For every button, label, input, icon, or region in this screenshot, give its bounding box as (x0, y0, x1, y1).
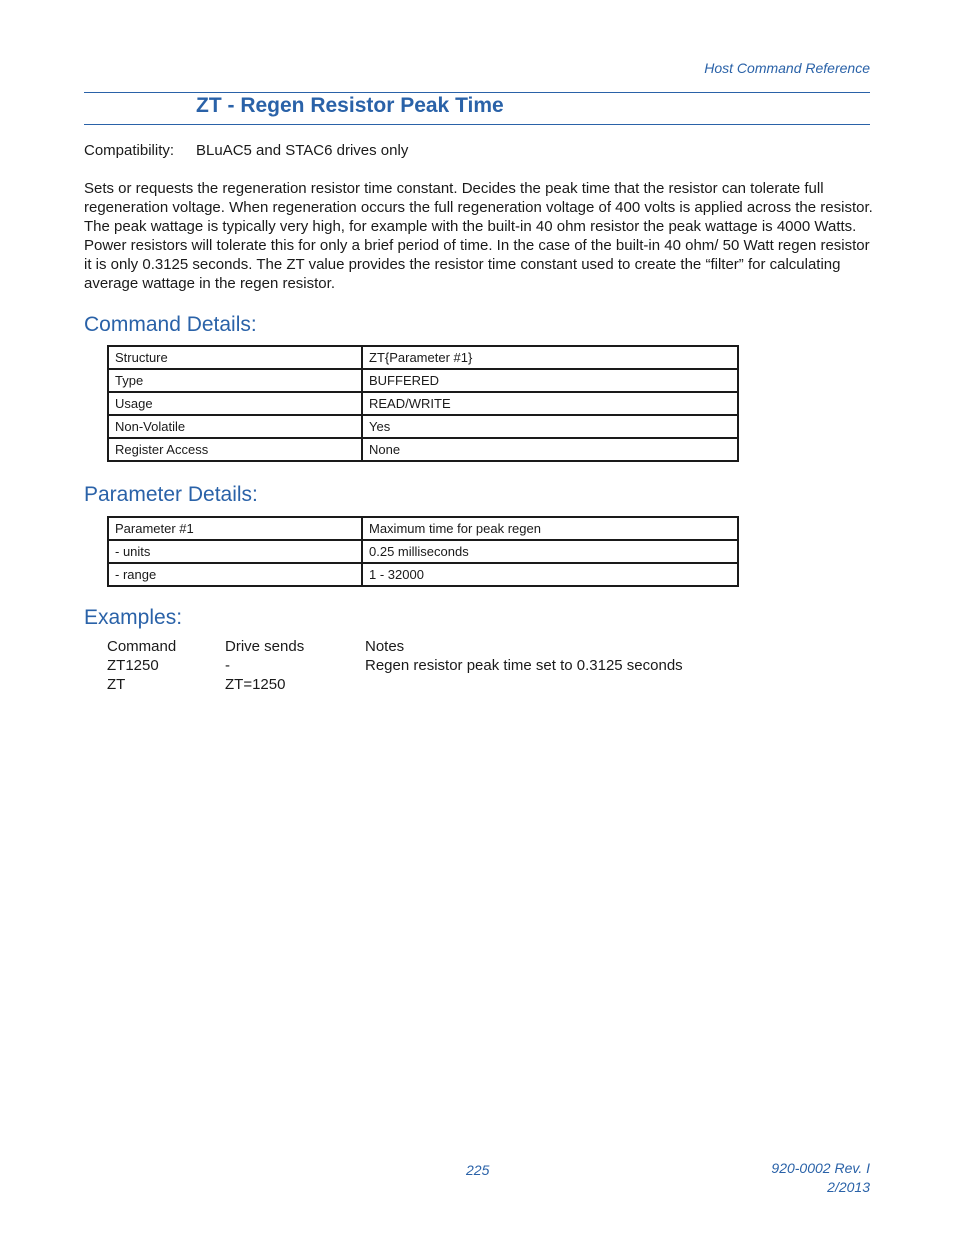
example-command: ZT (107, 676, 126, 693)
table-cell-key: Parameter #1 (108, 517, 362, 540)
parameter-details-heading: Parameter Details: (84, 483, 258, 506)
example-drive: - (225, 657, 230, 674)
table-cell-key: - range (108, 563, 362, 586)
page-title: ZT - Regen Resistor Peak Time (196, 94, 504, 117)
list-item (107, 675, 683, 694)
examples-list (107, 637, 683, 694)
compatibility-value: BLuAC5 and STAC6 drives only (196, 142, 409, 159)
table-cell-key: Structure (108, 346, 362, 369)
revision-date: 2/2013 (827, 1179, 870, 1195)
table-cell-key: Register Access (108, 438, 362, 461)
table-row (108, 540, 738, 563)
table-row (108, 369, 738, 392)
table-cell-value: Yes (362, 415, 738, 438)
description-text: Sets or requests the regeneration resistor time constant. Decides the peak time that the resistor can tolerate full regeneration voltage. When regeneration occurs the full regeneration voltage of 400 volts is applied across the resistor. The peak wattage is typically very high, for example with the built-in 40 ohm resistor the peak wattage is 4000 Watts. Power resistors will tolerate this for only a brief period of time. In the case of the built-in 40 ohm/ 50 Watt regen resistor it is only 0.3125 seconds. The ZT value provides the resistor time constant used to create the “filter” for calculating average wattage in the regen resistor. (84, 180, 873, 292)
table-cell-value: ZT{Parameter #1} (362, 346, 738, 369)
table-cell-key: Non-Volatile (108, 415, 362, 438)
examples-col-notes: Notes (365, 638, 405, 655)
page-number: 225 (466, 1162, 490, 1178)
table-row (108, 392, 738, 415)
table-cell-key: Type (108, 369, 362, 392)
table-cell-value: Maximum time for peak regen (362, 517, 738, 540)
example-drive: ZT=1250 (225, 676, 286, 693)
description (84, 179, 874, 293)
table-cell-value: BUFFERED (362, 369, 738, 392)
list-item (107, 656, 683, 675)
command-details-heading: Command Details: (84, 313, 257, 336)
table-cell-value: None (362, 438, 738, 461)
table-row (108, 438, 738, 461)
compatibility-line (84, 142, 408, 159)
table-row (108, 563, 738, 586)
table-cell-value: READ/WRITE (362, 392, 738, 415)
table-row (108, 517, 738, 540)
document-revision (771, 1159, 870, 1197)
examples-col-drive: Drive sends (225, 638, 305, 655)
examples-col-command: Command (107, 638, 177, 655)
table-row (108, 346, 738, 369)
table-cell-value: 1 - 32000 (362, 563, 738, 586)
table-cell-value: 0.25 milliseconds (362, 540, 738, 563)
parameter-details-table (107, 516, 739, 587)
running-header: Host Command Reference (704, 60, 870, 76)
example-command: ZT1250 (107, 657, 159, 674)
examples-heading: Examples: (84, 606, 183, 629)
revision-label: 920-0002 Rev. I (771, 1160, 870, 1176)
example-notes: Regen resistor peak time set to 0.3125 seconds (365, 657, 683, 674)
table-cell-key: Usage (108, 392, 362, 415)
title-rule-top (84, 92, 870, 93)
command-details-table (107, 345, 739, 462)
compatibility-label: Compatibility: (84, 142, 175, 159)
title-rule-bottom (84, 124, 870, 125)
table-cell-key: - units (108, 540, 362, 563)
examples-header-row (107, 637, 683, 656)
table-row (108, 415, 738, 438)
